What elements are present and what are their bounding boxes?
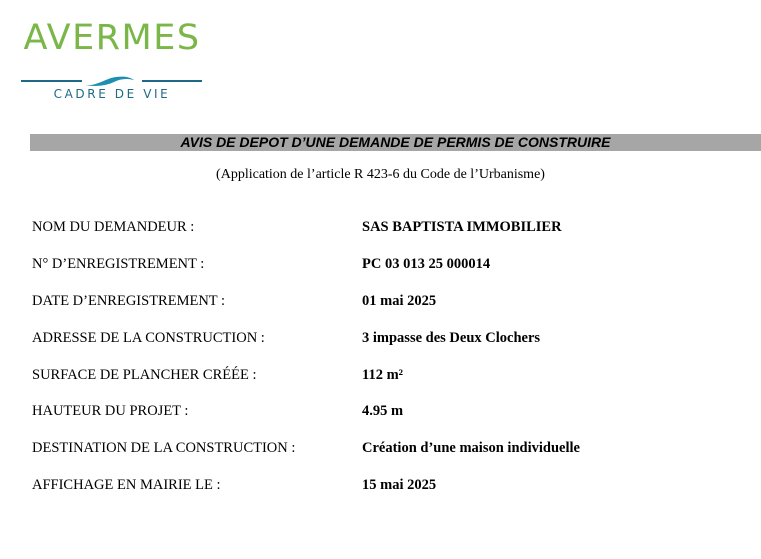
field-label: SURFACE DE PLANCHER CRÉÉE : [32, 367, 257, 383]
field-value: SAS BAPTISTA IMMOBILIER [362, 219, 562, 235]
field-label: N° D’ENREGISTREMENT : [32, 256, 205, 272]
field-label: HAUTEUR DU PROJET : [32, 403, 189, 419]
field-row-posting-date [0, 475, 761, 495]
logo-tagline: CADRE DE VIE [53, 87, 171, 101]
field-row-registration-date [0, 291, 761, 311]
field-label: DATE D’ENREGISTREMENT : [32, 293, 226, 309]
notice-title: AVIS DE DEPOT D’UNE DEMANDE DE PERMIS DE CONSTRUIRE [180, 134, 611, 150]
field-value: 112 m² [362, 367, 404, 383]
field-value: PC 03 013 25 000014 [362, 256, 491, 272]
field-row-floor-area [0, 365, 761, 385]
field-label: AFFICHAGE EN MAIRIE LE : [32, 477, 221, 493]
logo-title: AVERMES [23, 18, 201, 58]
field-value: 3 impasse des Deux Clochers [362, 330, 541, 346]
avermes-logo [20, 18, 204, 104]
field-label: DESTINATION DE LA CONSTRUCTION : [32, 440, 296, 456]
field-row-registration-number [0, 254, 761, 274]
field-row-height [0, 401, 761, 421]
field-row-destination [0, 438, 761, 458]
field-value: 01 mai 2025 [362, 293, 437, 309]
field-value: 15 mai 2025 [362, 477, 437, 493]
wave-icon [20, 75, 204, 87]
field-row-address [0, 328, 761, 348]
field-row-applicant [0, 217, 761, 237]
field-label: ADRESSE DE LA CONSTRUCTION : [32, 330, 265, 346]
field-value: 4.95 m [362, 403, 404, 419]
notice-subtitle: (Application de l’article R 423-6 du Code de l’Urbanisme) [216, 167, 545, 182]
field-label: NOM DU DEMANDEUR : [32, 219, 195, 235]
field-value: Création d’une maison individuelle [362, 440, 580, 456]
